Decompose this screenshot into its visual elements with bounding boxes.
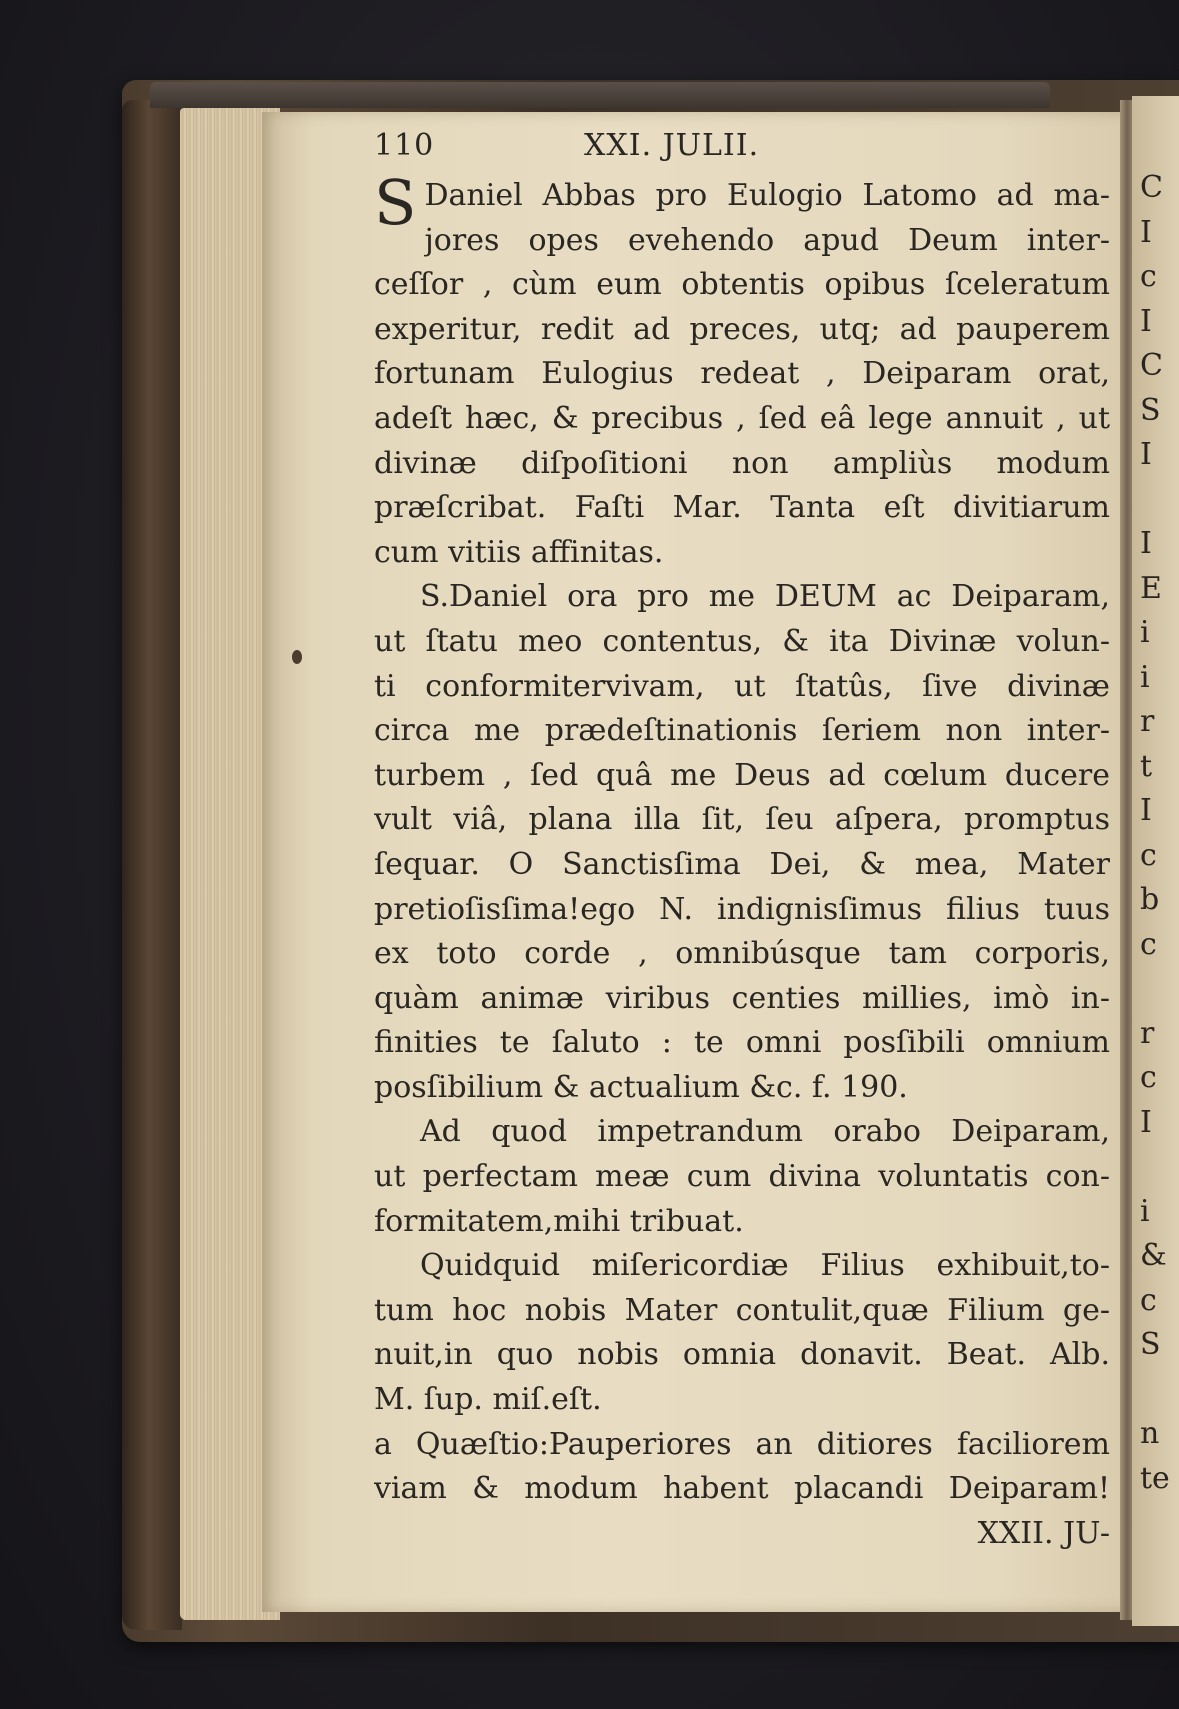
text-line: a Quæſtio:Pauperiores an ditiores faciliorem bbox=[374, 1426, 1110, 1462]
right-page-glyph: c bbox=[1140, 1060, 1157, 1095]
text-line: ut ſtatu meo contentus, & ita Divinæ volun- bbox=[374, 623, 1110, 659]
right-page-glyph: te bbox=[1140, 1460, 1170, 1496]
right-page-glyph: r bbox=[1140, 704, 1155, 739]
running-header bbox=[374, 128, 1110, 174]
footnote bbox=[374, 1423, 1110, 1512]
text-line: divinæ diſpoſitioni non ampliùs modum bbox=[374, 445, 1110, 481]
right-page-glyph: E bbox=[1140, 570, 1162, 606]
text-line: jores opes evehendo apud Deum inter- bbox=[424, 222, 1110, 258]
text-line: ceſſor , cùm eum obtentis opibus ſceleratum bbox=[374, 267, 1110, 303]
text-line: finities te ſaluto : te omni posſibili omnium bbox=[374, 1025, 1110, 1061]
right-page-glyph: i bbox=[1140, 659, 1150, 695]
right-page-glyph bbox=[1140, 967, 1170, 1012]
right-page-glyphs bbox=[1140, 166, 1170, 1501]
text-line: ſequar. O Sanctisſima Dei, & mea, Mater bbox=[374, 846, 1110, 882]
text-line: turbem , ſed quâ me Deus ad cœlum ducere bbox=[374, 757, 1110, 793]
text-line: pretioſisſima!ego N. indignisſimus filius tuus bbox=[374, 891, 1110, 927]
right-page-glyph: I bbox=[1140, 437, 1152, 472]
text-line: viam & modum habent placandi Deiparam! bbox=[374, 1471, 1110, 1507]
right-page-glyph: r bbox=[1140, 1015, 1155, 1051]
right-page-glyph bbox=[1140, 1368, 1170, 1413]
page-number: 110 bbox=[374, 128, 435, 163]
book-spine bbox=[122, 100, 182, 1630]
right-page-glyph: c bbox=[1140, 837, 1157, 873]
right-page-glyph bbox=[1140, 1145, 1170, 1190]
text-line: Daniel Abbas pro Eulogio Latomo ad ma- bbox=[424, 178, 1110, 213]
text-line: posſibilium & actualium &c. f. 190. bbox=[374, 1069, 908, 1105]
text-line: præſcribat. Faſti Mar. Tanta eſt divitiarum bbox=[374, 490, 1110, 526]
right-page-glyph: S bbox=[1140, 392, 1161, 428]
text-line: M. ſup. miſ.eſt. bbox=[374, 1382, 602, 1418]
drop-cap: S bbox=[374, 166, 417, 239]
right-page-glyph: c bbox=[1140, 1282, 1157, 1318]
text-line: ti conformitervivam, ut ſtatûs, ſive divinæ bbox=[374, 668, 1110, 704]
cover-top-edge bbox=[150, 82, 1050, 108]
right-page-glyph: I bbox=[1140, 214, 1152, 250]
right-page-glyph: & bbox=[1140, 1238, 1167, 1273]
text-line: adeſt hæc, & precibus , ſed eâ lege annuit , ut bbox=[374, 400, 1110, 436]
text-line: formitatem,mihi tribuat. bbox=[374, 1203, 744, 1239]
right-page-glyph: C bbox=[1140, 348, 1163, 383]
text-line: S.Daniel ora pro me DEUM ac Deiparam, bbox=[420, 579, 1110, 615]
right-page-glyph: I bbox=[1140, 526, 1152, 561]
text-line: ut perfectam meæ cum divina voluntatis con- bbox=[374, 1159, 1110, 1195]
right-page-glyph: I bbox=[1140, 303, 1152, 339]
right-page-glyph: I bbox=[1140, 1104, 1152, 1140]
text-line: nuit,in quo nobis omnia donavit. Beat. Alb. bbox=[374, 1337, 1110, 1373]
text-line: ex toto corde , omnibúsque tam corporis, bbox=[374, 936, 1110, 972]
binding-nail bbox=[292, 650, 302, 664]
right-page-glyph: t bbox=[1140, 748, 1153, 784]
right-page-fragment bbox=[1132, 96, 1179, 1626]
text-line: tum hoc nobis Mater contulit,quæ Filium ge- bbox=[374, 1292, 1110, 1328]
paragraph-1 bbox=[374, 166, 1110, 575]
right-page-glyph: I bbox=[1140, 793, 1152, 828]
text-line: quàm animæ viribus centies millies, imò in- bbox=[374, 980, 1110, 1016]
right-page-glyph: i bbox=[1140, 1193, 1150, 1229]
text-line: fortunam Eulogius redeat , Deiparam orat, bbox=[374, 356, 1110, 392]
right-page-glyph: S bbox=[1140, 1327, 1161, 1362]
paragraph-2 bbox=[374, 575, 1110, 1110]
paragraph-4 bbox=[374, 1244, 1110, 1422]
text-line: circa me prædeſtinationis ſeriem non inter- bbox=[374, 713, 1110, 749]
text-line: Ad quod impetrandum orabo Deiparam, bbox=[420, 1114, 1110, 1150]
right-page-glyph: C bbox=[1140, 170, 1163, 205]
paragraph-3 bbox=[374, 1110, 1110, 1244]
right-page-glyph: c bbox=[1140, 259, 1157, 294]
text-line: experitur, redit ad preces, utq; ad pauperem bbox=[374, 311, 1110, 347]
right-page-glyph: c bbox=[1140, 926, 1157, 962]
right-page-glyph: i bbox=[1140, 615, 1150, 650]
catchword: XXII. JU- bbox=[977, 1515, 1110, 1551]
text-line: Quidquid miſericordiæ Filius exhibuit,to- bbox=[420, 1248, 1110, 1284]
text-line: vult viâ, plana illa ſit, ſeu aſpera, promptus bbox=[374, 802, 1110, 838]
page-text bbox=[374, 128, 1110, 1556]
right-page-glyph: n bbox=[1140, 1416, 1160, 1451]
text-line: cum vitiis affinitas. bbox=[374, 534, 664, 570]
right-page-glyph: b bbox=[1140, 882, 1160, 917]
right-page-glyph bbox=[1140, 478, 1170, 523]
running-title: XXI. JULII. bbox=[584, 128, 760, 163]
